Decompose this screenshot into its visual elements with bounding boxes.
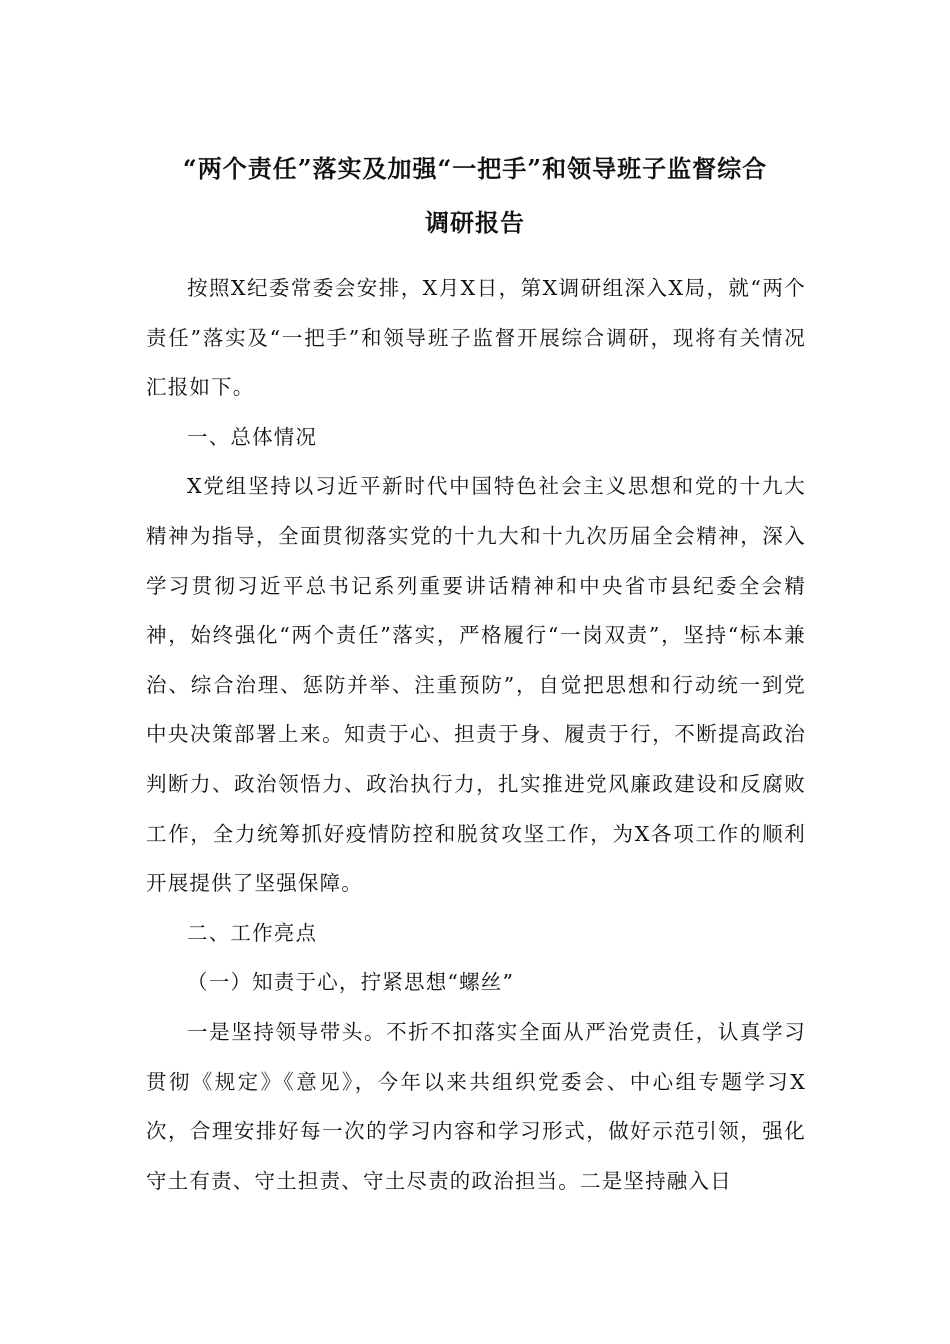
overview-paragraph: X党组坚持以习近平新时代中国特色社会主义思想和党的十九大精神为指导，全面贯彻落实党的十九大和十九次历届全会精神，深入学习贯彻习近平总书记系列重要讲话精神和中央省市县纪委全会精神，始终强化“两个责任”落实，严格履行“一岗双责”，坚持“标本兼治、综合治理、惩防并举、注重预防”，自觉把思想和行动统一到党中央决策部署上来。知责于心、担责于身、履责于行，不断提高政治判断力、政治领悟力、政治执行力，扎实推进党风廉政建设和反腐败工作，全力统筹抓好疫情防控和脱贫攻坚工作，为X各项工作的顺利开展提供了坚强保障。 [146, 474, 806, 896]
title-line-1: “两个责任”落实及加强“一把手”和领导班子监督综合 [182, 154, 768, 183]
title-line-2: 调研报告 [425, 208, 525, 237]
subsection-heading-1: （一）知责于心，拧紧思想“螺丝” [187, 970, 515, 995]
document-title [120, 142, 830, 250]
section-heading-overview: 一、总体情况 [187, 424, 318, 449]
highlights-paragraph: 一是坚持领导带头。不折不扣落实全面从严治党责任，认真学习贯彻《规定》《意见》，今年以来共组织党委会、中心组专题学习X次，合理安排好每一次的学习内容和学习形式，做好示范引领，强化守土有责、守土担责、守土尽责的政治担当。二是坚持融入日 [146, 1019, 806, 1193]
document-body [146, 264, 806, 1206]
intro-paragraph: 按照X纪委常委会安排，X月X日，第X调研组深入X局，就“两个责任”落实及“一把手”和领导班子监督开展综合调研，现将有关情况汇报如下。 [146, 276, 806, 400]
section-heading-highlights: 二、工作亮点 [187, 920, 318, 945]
